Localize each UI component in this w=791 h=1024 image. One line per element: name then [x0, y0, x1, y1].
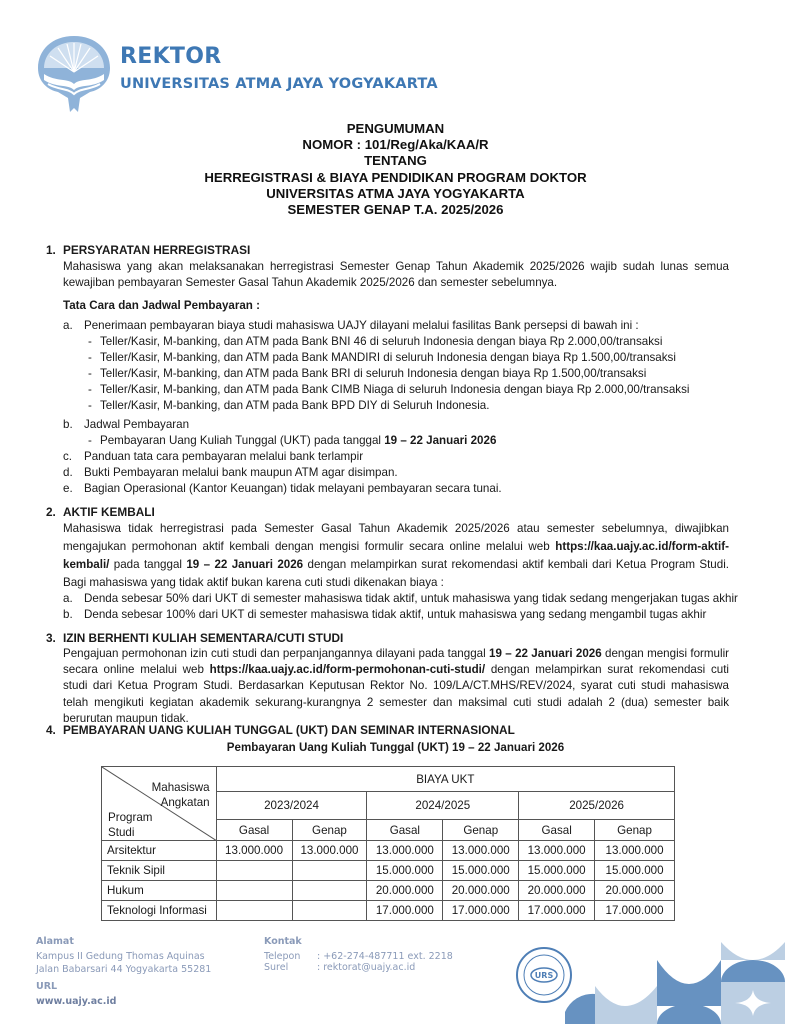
corner-label: Angkatan [160, 796, 210, 809]
section-number: 3. [46, 631, 56, 645]
section-heading [46, 242, 250, 258]
program-name: Arsitektur [102, 841, 217, 861]
fee-cell: 20.000.000 [519, 881, 595, 901]
table-row [102, 881, 675, 901]
ukt-fee-table [101, 766, 675, 921]
program-name: Hukum [102, 881, 217, 901]
fee-cell [292, 881, 367, 901]
list-item [63, 318, 743, 334]
email-value[interactable]: : rektorat@uajy.ac.id [317, 962, 416, 973]
table-corner-header [102, 767, 217, 841]
list-item [63, 449, 743, 465]
bank-item [88, 350, 676, 366]
table-row [102, 901, 675, 921]
dash-marker: - [88, 399, 92, 412]
corner-label: Mahasiswa [151, 781, 210, 794]
section-title: IZIN BERHENTI KULIAH SEMENTARA/CUTI STUDI [63, 631, 344, 645]
date-range: 19 – 22 Januari 2026 [186, 558, 304, 571]
heading-line: UNIVERSITAS ATMA JAYA YOGYAKARTA [266, 185, 525, 201]
section-number: 1. [46, 243, 56, 257]
fee-cell: 17.000.000 [519, 901, 595, 921]
program-name: Teknologi Informasi [102, 901, 217, 921]
year-header: 2024/2025 [367, 792, 519, 820]
schedule-date: 19 – 22 Januari 2026 [384, 434, 497, 447]
dash-marker: - [88, 351, 92, 364]
section-heading [46, 630, 343, 646]
section-title: PERSYARATAN HERREGISTRASI [63, 243, 251, 257]
fee-cell: 13.000.000 [216, 841, 292, 861]
term-header: Genap [292, 820, 367, 841]
letterhead-footer [0, 930, 791, 1024]
paragraph-text: Pengajuan permohonan izin cuti studi dan perpanjangannya dilayani pada tanggal [63, 647, 490, 660]
fee-cell: 13.000.000 [443, 841, 519, 861]
paragraph-text: Mahasiswa tidak herregistrasi pada Semester Gasal Tahun Akademik 2025/2026 atau semester sebelumnya, diwajibkan mengajukan permohonan aktif kembali dengan mengisi formulir secara online melalui web [63, 522, 729, 553]
list-item [63, 607, 743, 623]
table-row [102, 861, 675, 881]
list-text: Denda sebesar 100% dari UKT di semester mahasiswa tidak aktif, untuk mahasiswa yang sedang mengambil tugas akhir [84, 608, 707, 621]
url-label: URL [36, 981, 58, 992]
ukt-table-title: Pembayaran Uang Kuliah Tunggal (UKT) 19 – 22 Januari 2026 [226, 741, 565, 754]
form-aktif-kembali-link[interactable]: https://kaa.uajy.ac.id/form-aktif-kembali/ [63, 540, 729, 571]
section-number: 4. [46, 723, 56, 737]
year-header: 2023/2024 [216, 792, 367, 820]
fee-cell [292, 901, 367, 921]
fee-cell: 17.000.000 [443, 901, 519, 921]
bank-text: Teller/Kasir, M-banking, dan ATM pada Bank BNI 46 di seluruh Indonesia dengan biaya Rp 2.000,00/transaksi [100, 335, 663, 348]
decorative-pattern [565, 930, 791, 1024]
list-text: Panduan tata cara pembayaran melalui bank terlampir [84, 450, 364, 463]
section-paragraph [63, 646, 729, 727]
paragraph-text: dengan mengisi formulir secara online melalui web [63, 647, 730, 677]
letterhead-title: REKTOR [120, 44, 222, 69]
fee-cell: 20.000.000 [367, 881, 443, 901]
bank-item [88, 366, 646, 382]
list-marker: c. [63, 450, 73, 463]
fee-cell: 15.000.000 [519, 861, 595, 881]
section-heading [46, 504, 155, 520]
fee-cell: 20.000.000 [443, 881, 519, 901]
section-title: PEMBAYARAN UANG KULIAH TUNGGAL (UKT) DAN SEMINAR INTERNASIONAL [63, 723, 515, 737]
list-marker: d. [63, 466, 73, 479]
paragraph-text: dengan melampirkan surat rekomendasi cuti studi dari Ketua Program Studi. Berdasarkan Keputusan Rektor No. 109/LA/CT.MHS/REV/2024, syarat cuti studi mahasiswa telah mengikuti kegiatan akademik sekurang-kurangnya 2 semester dan maksimal cuti studi adalah 2 (dua) semester baik berurutan maupun tidak. [63, 663, 729, 725]
list-item [63, 481, 743, 497]
dash-marker: - [88, 367, 92, 380]
list-marker: a. [63, 319, 73, 332]
bank-text: Teller/Kasir, M-banking, dan ATM pada Bank BRI di seluruh Indonesia dengan biaya Rp 1.500,00/transaksi [100, 367, 647, 380]
heading-line: NOMOR : 101/Reg/Aka/KAA/R [302, 137, 489, 153]
paragraph-text: dengan melampirkan surat rekomendasi aktif kembali dari Ketua Program Studi. Bagi mahasiswa yang tidak aktif bukan karena cuti studi dikenakan biaya : [63, 558, 729, 589]
university-crest-icon [34, 32, 114, 114]
term-header: Genap [595, 820, 675, 841]
section-title: AKTIF KEMBALI [63, 505, 155, 519]
list-item [63, 465, 743, 481]
fee-cell: 20.000.000 [595, 881, 675, 901]
section-number: 2. [46, 505, 56, 519]
fee-cell: 15.000.000 [367, 861, 443, 881]
term-header: Gasal [519, 820, 595, 841]
address-line: Jalan Babarsari 44 Yogyakarta 55281 [36, 964, 212, 975]
fee-cell: 17.000.000 [595, 901, 675, 921]
table-row [102, 841, 675, 861]
fee-cell: 17.000.000 [367, 901, 443, 921]
fee-cell [292, 861, 367, 881]
list-text: Bukti Pembayaran melalui bank maupun ATM agar disimpan. [84, 466, 398, 479]
contact-label: Kontak [264, 936, 302, 947]
phone-label: Telepon [264, 951, 301, 962]
website-link[interactable]: www.uajy.ac.id [36, 996, 117, 1007]
paragraph-text: pada tanggal [109, 558, 187, 571]
phone-value: : +62-274-487711 ext. 2218 [317, 951, 453, 962]
svg-text:URS: URS [534, 971, 554, 980]
bank-item [88, 334, 662, 350]
fee-cell: 15.000.000 [595, 861, 675, 881]
section-paragraph [63, 520, 729, 592]
program-name: Teknik Sipil [102, 861, 217, 881]
heading-line: HERREGISTRASI & BIAYA PENDIDIKAN PROGRAM DOKTOR [204, 169, 587, 185]
announcement-heading [0, 121, 791, 218]
list-marker: a. [63, 592, 73, 605]
letterhead-subtitle: UNIVERSITAS ATMA JAYA YOGYAKARTA [120, 76, 438, 92]
bank-item [88, 382, 689, 398]
fee-cell [216, 881, 292, 901]
list-marker: e. [63, 482, 73, 495]
list-text: Denda sebesar 50% dari UKT di semester mahasiswa tidak aktif, untuk mahasiswa yang tidak sedang mengerjakan tugas akhir [84, 592, 738, 605]
fee-cell: 13.000.000 [519, 841, 595, 861]
term-header: Gasal [367, 820, 443, 841]
bank-item [88, 398, 489, 414]
date-range: 19 – 22 Januari 2026 [489, 647, 602, 660]
dash-marker: - [88, 383, 92, 396]
corner-label: Program [108, 811, 153, 824]
term-header: Gasal [216, 820, 292, 841]
year-header: 2025/2026 [519, 792, 675, 820]
schedule-text: Pembayaran Uang Kuliah Tunggal (UKT) pada tanggal [100, 434, 385, 447]
form-cuti-studi-link[interactable]: https://kaa.uajy.ac.id/form-permohonan-cuti-studi/ [209, 663, 486, 677]
list-text: Bagian Operasional (Kantor Keuangan) tidak melayani pembayaran secara tunai. [84, 482, 502, 495]
address-label: Alamat [36, 936, 74, 947]
list-item [63, 591, 743, 607]
fee-cell [216, 861, 292, 881]
dash-marker: - [88, 434, 92, 447]
fee-cell [216, 901, 292, 921]
section-paragraph: Mahasiswa yang akan melaksanakan herregistrasi Semester Genap Tahun Akademik 2025/2026 wajib sudah lunas semua kewajiban pembayaran Semester Gasal Tahun Akademik 2025/2026 dan semester sebelumnya. [63, 260, 729, 290]
term-header: Genap [443, 820, 519, 841]
list-text: Penerimaan pembayaran biaya studi mahasiswa UAJY dilayani melalui fasilitas Bank persepsi di bawah ini : [84, 319, 639, 332]
schedule-item [88, 433, 496, 449]
heading-line: TENTANG [364, 153, 427, 169]
email-label: Surel [264, 962, 289, 973]
heading-line: SEMESTER GENAP T.A. 2025/2026 [287, 202, 504, 218]
payment-subheading: Tata Cara dan Jadwal Pembayaran : [63, 299, 260, 312]
letterhead [34, 32, 534, 117]
fee-cell: 13.000.000 [595, 841, 675, 861]
fee-cell: 13.000.000 [292, 841, 367, 861]
group-header: BIAYA UKT [216, 767, 674, 792]
corner-label: Studi [108, 826, 135, 839]
address-line: Kampus II Gedung Thomas Aquinas [36, 951, 205, 962]
bank-text: Teller/Kasir, M-banking, dan ATM pada Bank MANDIRI di seluruh Indonesia dengan biaya Rp 1.500,00/transaksi [100, 351, 676, 364]
section-heading [46, 722, 515, 738]
dash-marker: - [88, 335, 92, 348]
list-text: Jadwal Pembayaran [84, 418, 190, 431]
list-marker: b. [63, 418, 73, 431]
bank-text: Teller/Kasir, M-banking, dan ATM pada Bank CIMB Niaga di seluruh Indonesia dengan biaya Rp 2.000,00/transaksi [100, 383, 690, 396]
fee-cell: 15.000.000 [443, 861, 519, 881]
list-item [63, 417, 743, 433]
heading-line: PENGUMUMAN [346, 121, 445, 136]
bank-text: Teller/Kasir, M-banking, dan ATM pada Bank BPD DIY di Seluruh Indonesia. [100, 399, 490, 412]
list-marker: b. [63, 608, 73, 621]
fee-cell: 13.000.000 [367, 841, 443, 861]
